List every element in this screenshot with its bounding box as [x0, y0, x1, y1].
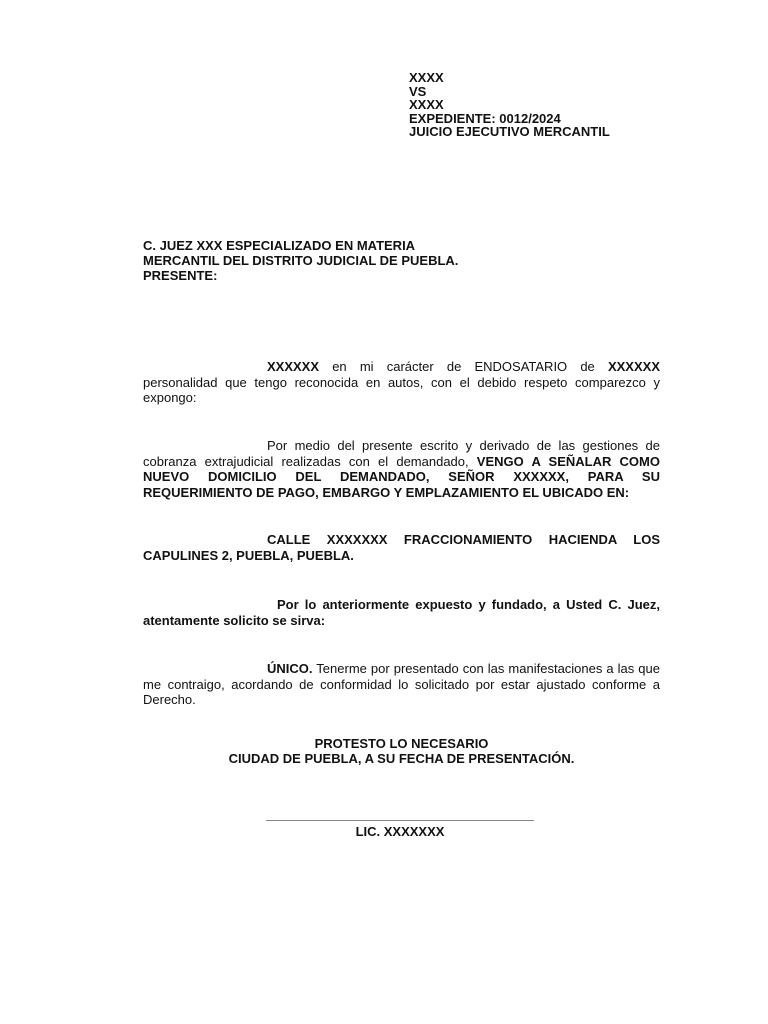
addressee-line-2: MERCANTIL DEL DISTRITO JUDICIAL DE PUEBLA. [143, 253, 459, 268]
signature-line [266, 820, 534, 821]
addressee-block [143, 238, 458, 283]
case-number: EXPEDIENTE: 0012/2024 [409, 110, 561, 126]
petition-text: Por lo anteriormente expuesto y fundado, a Usted C. Juez, atentamente solicito se sirva: [143, 597, 660, 628]
paragraph-personality [143, 359, 660, 406]
closing-line-1: PROTESTO LO NECESARIO [314, 736, 489, 751]
unico-label: ÚNICO. [267, 661, 313, 676]
case-header [409, 71, 610, 139]
promoter-name: XXXXXX [267, 359, 320, 374]
party-b: XXXX [409, 97, 444, 113]
defendant-address: CALLE XXXXXXX FRACCIONAMIENTO HACIENDA LOS CAPULINES 2, PUEBLA, PUEBLA. [143, 532, 660, 563]
closing-block [143, 736, 660, 766]
closing-line-2: CIUDAD DE PUEBLA, A SU FECHA DE PRESENTACIÓN. [228, 751, 575, 766]
paragraph-1-text-1: en mi carácter de ENDOSATARIO de [319, 359, 608, 374]
paragraph-address [143, 532, 660, 563]
endorser-name: XXXXXX [607, 359, 660, 374]
paragraph-request [143, 438, 660, 500]
signature-name: LIC. XXXXXXX [355, 824, 445, 839]
addressee-line-3: PRESENTE: [143, 268, 218, 283]
addressee-line-1: C. JUEZ XXX ESPECIALIZADO EN MATERIA [143, 238, 416, 253]
party-a: XXXX [409, 70, 444, 85]
versus-label: VS [409, 83, 427, 99]
paragraph-2-bold: VENGO A SEÑALAR COMO NUEVO DOMICILIO DEL DEMANDADO, SEÑOR XXXXXX, PARA SU REQUERIMIENTO DE PAGO, EMBARGO Y EMPLAZAMIENTO EL UBICADO EN: [143, 453, 660, 500]
unico-text: Tenerme por presentado con las manifestaciones a las que me contraigo, acordando de conformidad lo solicitado por estar ajustado conforme a Derecho. [143, 661, 660, 707]
paragraph-1-text-2: personalidad que tengo reconocida en autos, con el debido respeto comparezco y expongo: [143, 374, 660, 405]
paragraph-unico [143, 661, 660, 708]
trial-type: JUICIO EJECUTIVO MERCANTIL [409, 124, 610, 140]
paragraph-petition [143, 597, 660, 628]
paragraph-2-text: Por medio del presente escrito y derivado de las gestiones de cobranza extrajudicial realizadas con el demandado, [143, 438, 660, 469]
